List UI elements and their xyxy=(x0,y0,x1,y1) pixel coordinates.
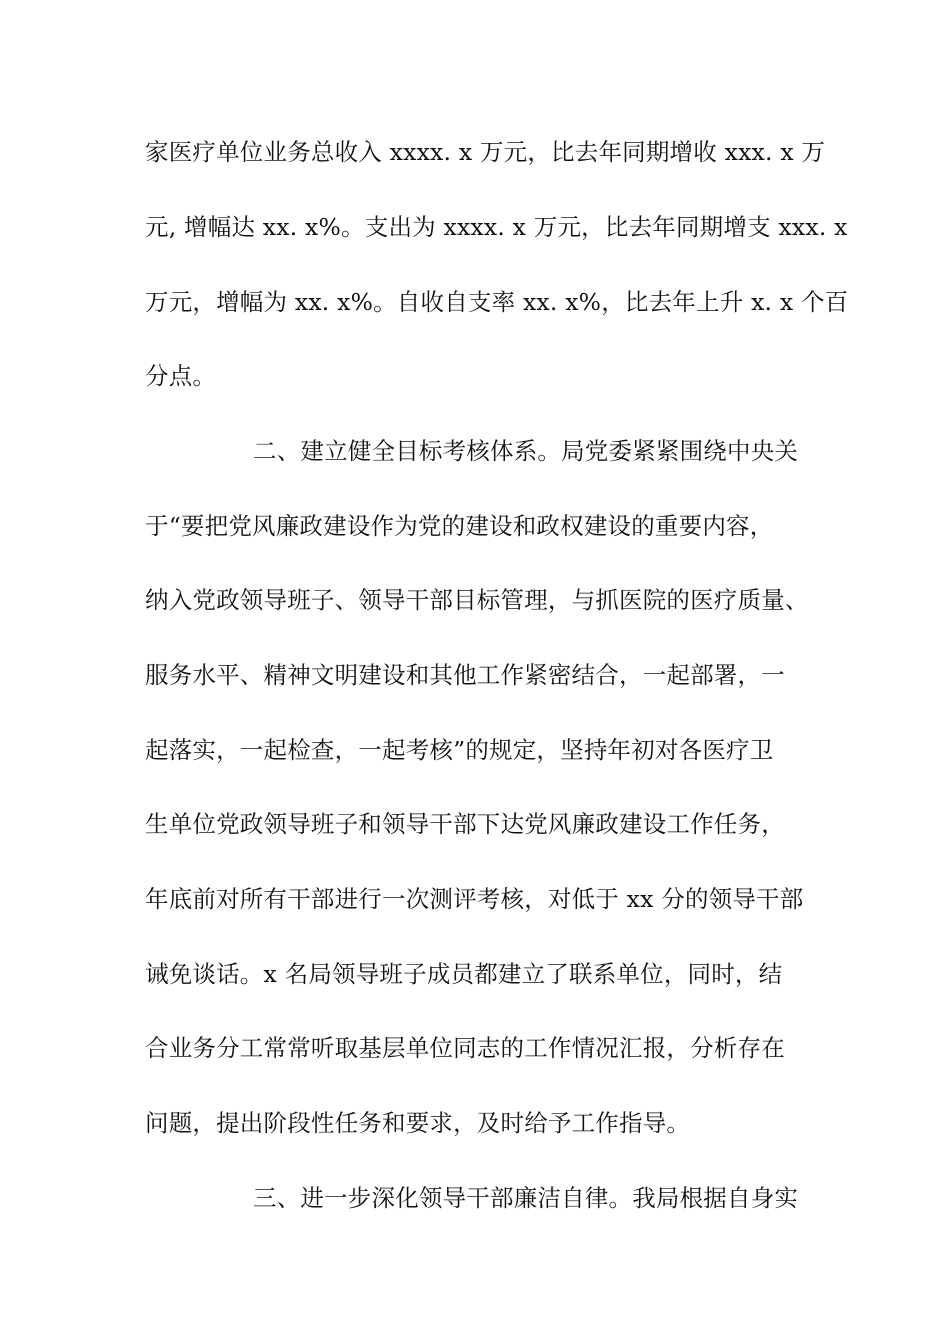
text-line: 诫免谈话。x 名局领导班子成员都建立了联系单位，同时，结 xyxy=(145,960,783,988)
text-line: 问题，提出阶段性任务和要求，及时给予工作指导。 xyxy=(145,1109,691,1137)
paragraph-heading-3: 三、进一步深化领导干部廉洁自律。我局根据自身实 xyxy=(253,1184,799,1212)
paragraph-heading-2: 二、建立健全目标考核体系。局党委紧紧围绕中央关 xyxy=(253,437,799,465)
text-line: 纳入党政领导班子、领导干部目标管理，与抓医院的医疗质量、 xyxy=(145,586,809,614)
text-line: 家医疗单位业务总收入 xxxx. x 万元，比去年同期增收 xxx. x 万 xyxy=(145,138,826,166)
text-line: 服务水平、精神文明建设和其他工作紧密结合，一起部署，一 xyxy=(145,661,785,689)
text-line: 生单位党政领导班子和领导干部下达党风廉政建设工作任务， xyxy=(145,810,785,838)
text-line: 元, 增幅达 xx. x%。支出为 xxxx. x 万元，比去年同期增支 xxx. x xyxy=(145,213,848,241)
text-line: 于“要把党风廉政建设作为党的建设和政权建设的重要内容， xyxy=(145,512,774,540)
text-line: 分点。 xyxy=(145,362,217,390)
text-line: 年底前对所有干部进行一次测评考核，对低于 xx 分的领导干部 xyxy=(145,885,804,913)
text-line: 起落实，一起检查，一起考核”的规定，坚持年初对各医疗卫 xyxy=(145,736,774,764)
text-line: 万元，增幅为 xx. x%。自收自支率 xx. x%，比去年上升 x. x 个百 xyxy=(145,288,849,316)
text-line: 合业务分工常常听取基层单位同志的工作情况汇报，分析存在 xyxy=(145,1034,785,1062)
